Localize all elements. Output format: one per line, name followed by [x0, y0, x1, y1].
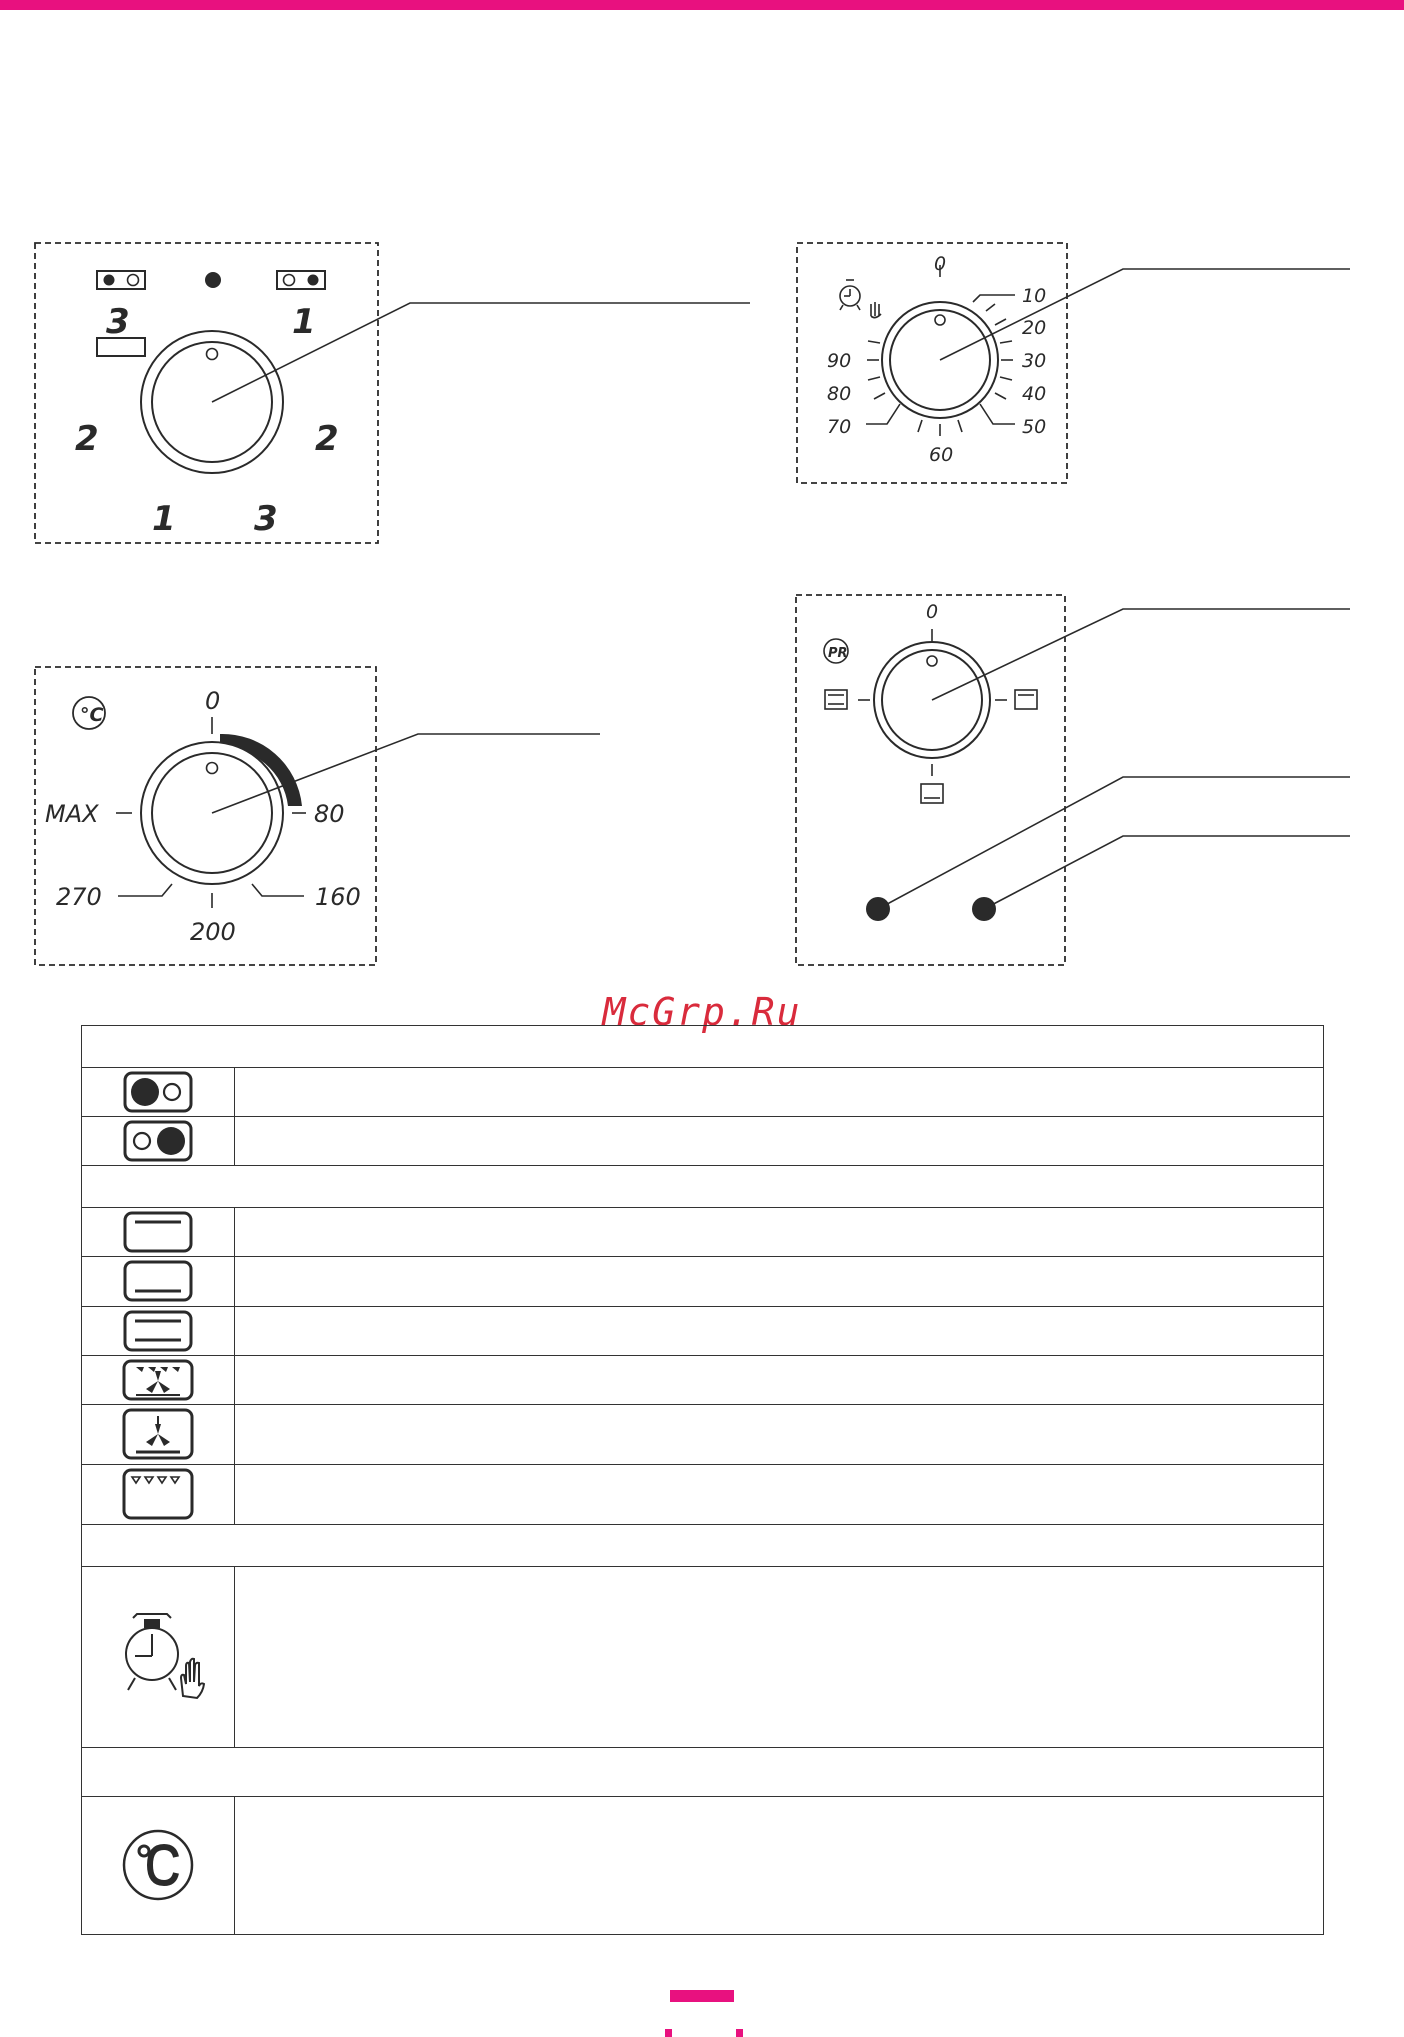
svg-text:PR: PR [828, 646, 848, 661]
table-row [82, 1355, 1324, 1404]
grill-icon [122, 1468, 194, 1520]
timer-label-80: 80 [827, 383, 852, 405]
page-bottom-mark [665, 2029, 743, 2037]
hob-label-3-bottom: 3 [254, 499, 278, 539]
bottom-heater-icon [123, 1260, 193, 1302]
table-row [82, 1404, 1324, 1464]
hob-label-2-left: 2 [75, 419, 99, 459]
page-number-mark [670, 1990, 734, 2002]
table-section-header [82, 1166, 1324, 1208]
table-row [82, 1117, 1324, 1166]
top-heater-icon [123, 1211, 193, 1253]
table-row [82, 1068, 1324, 1117]
thermostat-label-max: MAX [45, 800, 99, 828]
fan-bottom-icon [122, 1408, 194, 1460]
both-heaters-icon [825, 690, 847, 709]
thermostat-label-200: 200 [190, 918, 236, 946]
table-row [82, 1257, 1324, 1306]
thermostat-label-270: 270 [56, 883, 102, 911]
timer-label-10: 10 [1022, 285, 1047, 307]
lamp-left-leader-line [878, 777, 1350, 909]
timer-label-30: 30 [1022, 350, 1047, 372]
timer-label-60: 60 [929, 444, 954, 466]
function-leader-line [932, 609, 1350, 700]
thermostat-knob-panel [35, 667, 600, 965]
table-row [82, 1306, 1324, 1355]
table-row [82, 1464, 1324, 1524]
fan-top-bottom-icon [122, 1359, 194, 1401]
alarm-clock-hand-icon [840, 280, 881, 318]
pr-icon [824, 639, 848, 663]
table-section-header [82, 1748, 1324, 1796]
thermostat-label-160: 160 [315, 883, 361, 911]
svg-text:°C: °C [80, 704, 104, 726]
celsius-icon [120, 1827, 196, 1903]
top-bottom-heater-icon [123, 1310, 193, 1352]
hob-label-1-top: 1 [292, 302, 316, 342]
right-zone-icon [277, 271, 325, 289]
left-zone-icon [97, 271, 145, 289]
hob-label-2-right: 2 [315, 419, 339, 459]
thermostat-label-80: 80 [314, 800, 345, 828]
function-knob-panel [796, 595, 1350, 965]
left-large-zone-icon [123, 1071, 193, 1113]
watermark: McGrp.Ru [602, 990, 802, 1034]
timer-label-50: 50 [1022, 416, 1047, 438]
table-row [82, 1208, 1324, 1257]
thermostat-label-0: 0 [205, 687, 221, 715]
right-large-zone-icon [123, 1120, 193, 1162]
timer-label-40: 40 [1022, 383, 1047, 405]
function-label-0: 0 [926, 601, 939, 623]
timer-label-90: 90 [827, 350, 852, 372]
celsius-icon [73, 697, 105, 729]
control-panel-diagram [0, 0, 1404, 990]
dot-icon [205, 272, 221, 288]
timer-label-70: 70 [827, 416, 852, 438]
table-row [82, 1796, 1324, 1934]
timer-label-20: 20 [1022, 317, 1047, 339]
timer-knob-panel [797, 243, 1350, 483]
timer-label-0: 0 [934, 253, 947, 275]
timer-leader-line [940, 269, 1350, 360]
hob-knob-panel [35, 243, 750, 543]
function-table [81, 1025, 1324, 1935]
bottom-heater-icon [921, 784, 943, 803]
table-section-header [82, 1524, 1324, 1566]
hob-label-1-bottom: 1 [152, 499, 176, 539]
top-heater-icon [1015, 690, 1037, 709]
hob-label-3-top: 3 [106, 302, 130, 342]
alarm-clock-hand-icon [103, 1612, 213, 1702]
table-section-header [82, 1026, 1324, 1068]
table-row [82, 1567, 1324, 1748]
lamp-right-leader-line [984, 836, 1350, 909]
